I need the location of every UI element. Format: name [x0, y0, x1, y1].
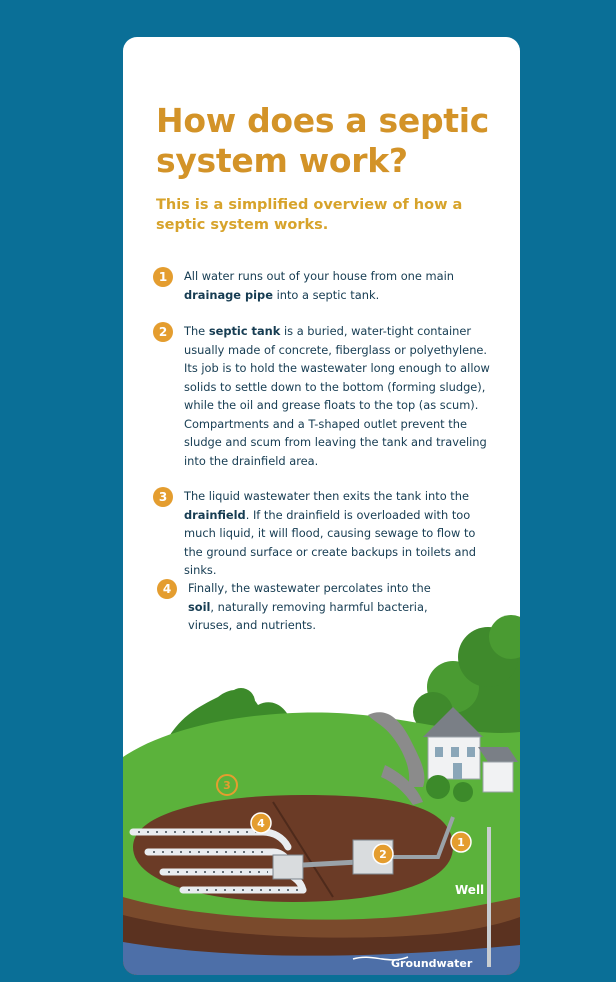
marker-1: 1 — [457, 836, 465, 849]
well-label: Well — [455, 883, 485, 897]
step-text: The liquid wastewater then exits the tank into the drainfield. If the drainfield is overloaded with too much liquid, it will flood, causing sewage to flow to the ground surface or create backups in toilets and sinks. — [184, 489, 476, 577]
step-number-badge: 2 — [153, 322, 173, 342]
marker-4: 4 — [257, 817, 265, 830]
info-card — [123, 37, 520, 975]
marker-2: 2 — [379, 848, 387, 861]
step-number-badge: 3 — [153, 487, 173, 507]
groundwater-label: Groundwater — [391, 957, 473, 970]
step-3 — [153, 487, 493, 580]
step-text: The septic tank is a buried, water-tight container usually made of concrete, fiberglass or polyethylene. Its job is to hold the wastewater long enough to allow solids to settle down to the bottom (forming sludge), while the oil and grease floats to the top (as scum). Compartments and a T-shaped outlet prevent the sludge and scum from leaving the tank and traveling into the drainfield area. — [184, 324, 490, 468]
step-2 — [153, 322, 493, 470]
marker-3: 3 — [223, 779, 231, 792]
septic-system-illustration — [123, 597, 520, 975]
step-text: Finally, the wastewater percolates into the soil, naturally removing harmful bacteria, viruses, and nutrients. — [188, 581, 431, 632]
page-title: How does a septic system work? — [156, 101, 490, 180]
page-subtitle: This is a simplified overview of how a septic system works. — [156, 197, 463, 233]
step-text: All water runs out of your house from one main drainage pipe into a septic tank. — [184, 269, 454, 302]
step-number-badge: 1 — [153, 267, 173, 287]
step-1 — [153, 267, 493, 304]
step-number-badge: 4 — [157, 579, 177, 599]
